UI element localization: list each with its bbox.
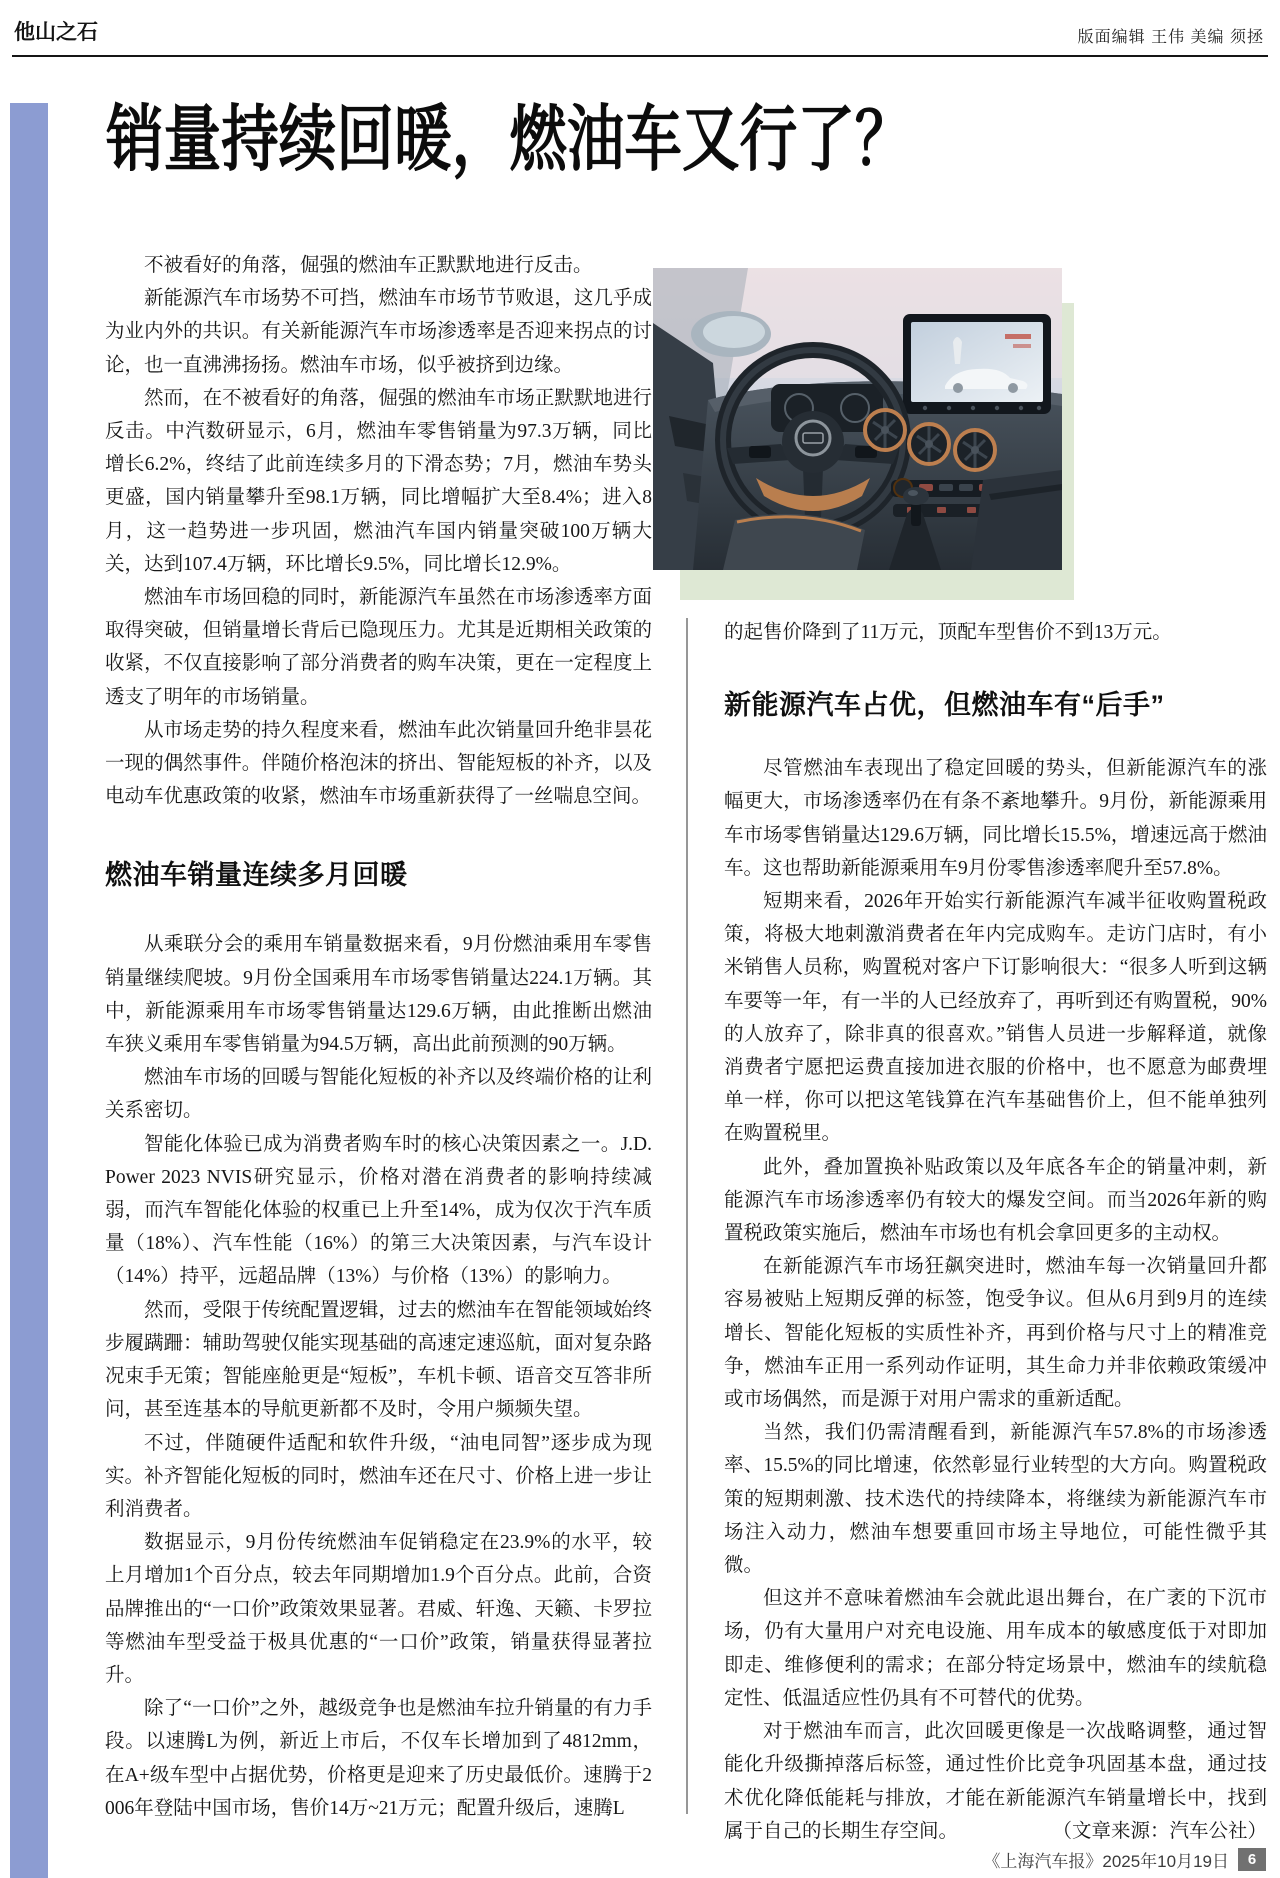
paragraph: 从市场走势的持久程度来看，燃油车此次销量回升绝非昙花一现的偶然事件。伴随价格泡沫的挤出、智能短板的补齐，以及电动车优惠政策的收紧，燃油车市场重新获得了一丝喘息空间。 [105,719,652,808]
photo-frame-horizontal [680,570,1074,600]
paragraph: 不过，伴随硬件适配和软件升级，“油电同智”逐步成为现实。补齐智能化短板的同时，燃油车还在尺寸、价格上进一步让利消费者。 [105,1432,652,1520]
paragraph: 尽管燃油车表现出了稳定回暖的势头，但新能源汽车的涨幅更大，市场渗透率仍在有条不紊地攀升。9月份，新能源乘用车市场零售销量达129.6万辆，同比增长15.5%，增速远高于燃油车。这也帮助新能源乘用车9月份零售渗透率爬升至57.8%。 [724,758,1267,879]
publication-date: 《上海汽车报》2025年10月19日 [983,1852,1229,1871]
paragraph: 智能化体验已成为消费者购车时的核心决策因素之一。J.D. Power 2023 NVIS研究显示，价格对潜在消费者的影响持续减弱，而汽车智能化体验的权重已上升至14%，成为仅次于汽车质量（18%）、汽车性能（16%）的第三大决策因素，与汽车设计（14%）持平，远超品牌（13%）与价格（13%）的影响力。 [105,1133,652,1288]
paragraph-text: 对于燃油车而言，此次回暖更像是一次战略调整，通过智能化升级撕掉落后标签，通过性价比竞争巩固基本盘，通过技术优化降低能耗与排放，才能在新能源汽车销量增长中，找到属于自己的长期生存空间。 [724,1721,1267,1842]
photo-frame-vertical [1062,303,1074,600]
article-left-column [105,249,652,1825]
paragraph-last [724,1715,1267,1848]
side-mirror [691,311,771,357]
article-source: （文章来源：汽车公社） [1052,1820,1267,1842]
section-heading-2: 新能源汽车占优，但燃油车有“后手” [724,690,1165,721]
page-title: 销量持续回暖，燃油车又行了？ [106,100,913,180]
paragraph: 燃油车市场回稳的同时，新能源汽车虽然在市场渗透率方面取得突破，但销量增长背后已隐现压力。尤其是近期相关政策的收紧，不仅直接影响了部分消费者的购车决策，更在一定程度上透支了明年的市场销量。 [105,587,652,708]
paragraph: 数据显示，9月份传统燃油车促销稳定在23.9%的水平，较上月增加1个百分点，较去年同期增加1.9个百分点。此前，合资品牌推出的“一口价”政策效果显著。君威、轩逸、天籁、卡罗拉等燃油车型受益于极具优惠的“一口价”政策，销量获得显著拉升。 [105,1532,652,1686]
paragraph: 从乘联分会的乘用车销量数据来看，9月份燃油乘用车零售销量继续爬坡。9月份全国乘用车市场零售销量达224.1万辆。其中，新能源乘用车市场零售销量达129.6万辆，由此推断出燃油车狭义乘用车零售销量为94.5万辆，高出此前预测的90万辆。 [105,934,652,1056]
section-label: 他山之石 [14,21,98,44]
paragraph: 新能源汽车市场势不可挡，燃油车市场节节败退，这几乎成为业内外的共识。有关新能源汽车市场渗透率是否迎来拐点的讨论，也一直沸沸扬扬。燃油车市场，似乎被挤到边缘。 [105,288,652,376]
paragraph: 当然，我们仍需清醒看到，新能源汽车57.8%的市场渗透率、15.5%的同比增速，依然彰显行业转型的大方向。购置税政策的短期刺激、技术迭代的持续降本，将继续为新能源汽车市场注入动力，燃油车想要重回市场主导地位，可能性微乎其微。 [724,1422,1267,1577]
accent-bar [10,103,48,1878]
paragraph-continuation: 的起售价降到了11万元，顶配车型售价不到13万元。 [724,622,1172,643]
paragraph: 然而，受限于传统配置逻辑，过去的燃油车在智能领域始终步履蹒跚：辅助驾驶仅能实现基础的高速定速巡航，面对复杂路况束手无策；智能座舱更是“短板”，车机卡顿、语音交互答非所问，甚至连基本的导航更新都不及时，令用户频频失望。 [105,1299,652,1421]
article-right-column [724,616,1267,1848]
paragraph: 但这并不意味着燃油车会就此退出舞台，在广袤的下沉市场，仍有大量用户对充电设施、用车成本的敏感度低于对即加即走、维修便利的需求；在部分特定场景中，燃油车的续航稳定性、低温适应性仍具有不可替代的优势。 [724,1588,1267,1709]
masthead-rule [12,55,1268,57]
editors-credit: 版面编辑 王伟 美编 须拯 [1077,29,1264,46]
paragraph: 不被看好的角落，倔强的燃油车正默默地进行反击。 [144,255,593,276]
page-number-badge: 6 [1238,1848,1266,1871]
paragraph: 在新能源汽车市场狂飙突进时，燃油车每一次销量回升都容易被贴上短期反弹的标签，饱受争议。但从6月到9月的连续增长、智能化短板的实质性补齐，再到价格与尺寸上的精准竞争，燃油车正用一系列动作证明，其生命力并非依赖政策缓冲或市场偶然，而是源于对用户需求的重新适配。 [724,1256,1267,1411]
article-photo [653,268,1062,570]
paragraph: 燃油车市场的回暖与智能化短板的补齐以及终端价格的让利关系密切。 [105,1067,652,1122]
paragraph: 除了“一口价”之外，越级竞争也是燃油车拉升销量的有力手段。以速腾L为例，新近上市后，不仅车长增加到了4812mm，在A+级车型中占据优势，价格更是迎来了历史最低价。速腾于2006年登陆中国市场，售价14万~21万元；配置升级后，速腾L [105,1698,652,1819]
column-divider [686,618,688,1814]
paragraph: 此外，叠加置换补贴政策以及年底各车企的销量冲刺，新能源汽车市场渗透率仍有较大的爆发空间。而当2026年新的购置税政策实施后，燃油车市场也有机会拿回更多的主动权。 [724,1156,1267,1245]
page-footer [983,1847,1266,1872]
paragraph: 然而，在不被看好的角落，倔强的燃油车市场正默默地进行反击。中汽数研显示，6月，燃油车零售销量为97.3万辆，同比增长6.2%，终结了此前连续多月的下滑态势；7月，燃油车势头更盛，国内销量攀升至98.1万辆，同比增幅扩大至8.4%；进入8月，这一趋势进一步巩固，燃油汽车国内销量突破100万辆大关，达到107.4万辆，环比增长9.5%，同比增长12.9%。 [105,387,652,575]
paragraph: 短期来看，2026年开始实行新能源汽车减半征收购置税政策，将极大地刺激消费者在年内完成购车。走访门店时，有小米销售人员称，购置税对客户下订影响很大：“很多人听到这辆车要等一年，有一半的人已经放弃了，再听到还有购置税，90%的人放弃了，除非真的很喜欢。”销售人员进一步解释道，就像消费者宁愿把运费直接加进衣服的价格中，也不愿意为邮费埋单一样，你可以把这笔钱算在汽车基础售价上，但不能单独列在购置税里。 [724,891,1267,1145]
infotainment-screen [903,314,1051,414]
section-heading-1: 燃油车销量连续多月回暖 [105,860,408,891]
